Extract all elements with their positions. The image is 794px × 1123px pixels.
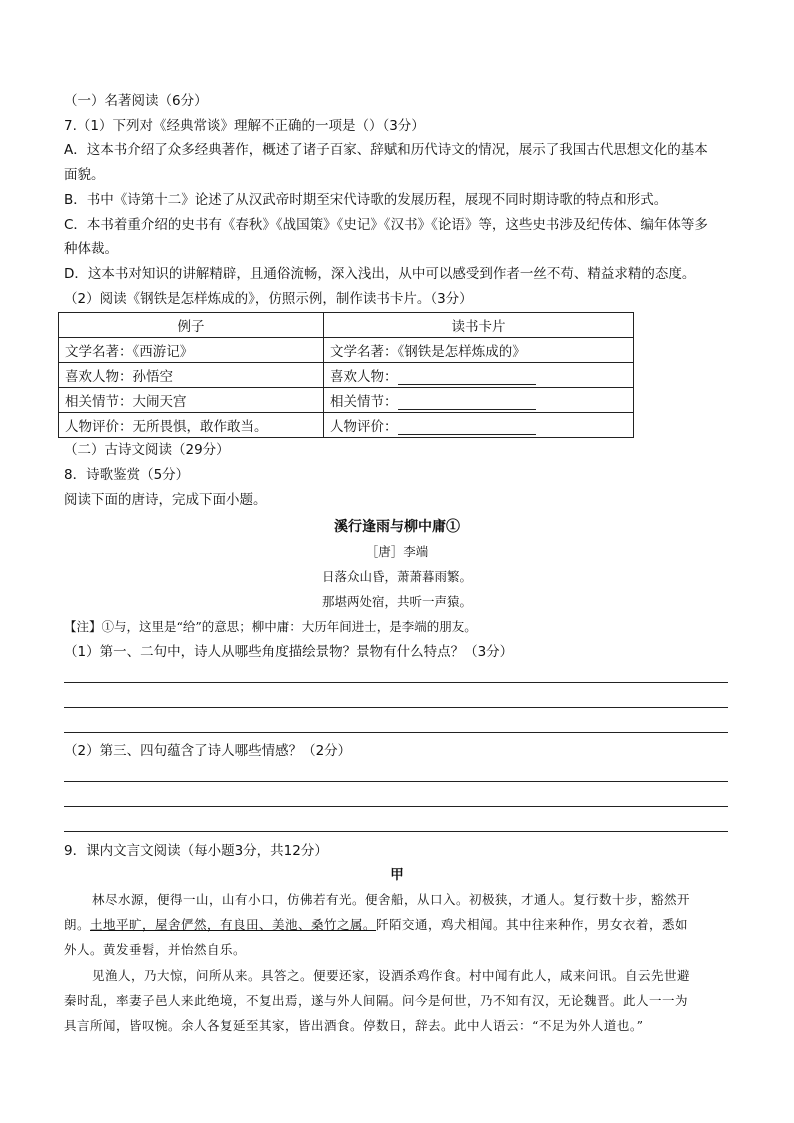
passage-label-jia: 甲 <box>390 867 404 883</box>
answer-line[interactable] <box>64 806 728 807</box>
poem-line-2: 那堪两处宿，共听一声猿。 <box>321 594 472 609</box>
card-book: 文学名著：《钢铁是怎样炼成的》 <box>324 338 634 363</box>
passage-p1-line3: 外人。黄发垂髫，并怡然自乐。 <box>64 942 247 957</box>
passage-p2-line3: 具言所闻，皆叹惋。余人各复延至其家，皆出酒食。停数日，辞去。此中人语云：“不足为外人道也。” <box>64 1018 644 1033</box>
q7-option-d: D．这本书对知识的讲解精辟，且通俗流畅，深入浅出，从中可以感受到作者一丝不苟、精益求精的态度。 <box>64 266 696 282</box>
passage-text: 阡陌交通，鸡犬相闻。其中往来种作，男女衣着，悉如 <box>376 917 689 932</box>
reading-card-table <box>58 312 634 438</box>
poem-note: 【注】①与，这里是“给”的意思；柳中庸：大历年间进士，是李端的朋友。 <box>64 619 477 634</box>
example-plot: 相关情节：大闹天宫 <box>59 388 324 413</box>
passage-p1-line2 <box>64 916 688 934</box>
answer-line[interactable] <box>64 831 728 832</box>
example-evaluation: 人物评价：无所畏惧，敢作敢当。 <box>59 413 324 438</box>
passage-p1-line1: 林尽水源，便得一山，山有小口，仿佛若有光。便舍船，从口入。初极狭，才通人。复行数十步，豁然开 <box>92 892 691 907</box>
underlined-sentence: 土地平旷，屋舍俨然，有良田、美池、桑竹之属。 <box>90 917 377 932</box>
q7-stem: 7.（1）下列对《经典常谈》理解不正确的一项是（）（3分） <box>64 118 425 134</box>
q9-title: 9．课内文言文阅读（每小题3分，共12分） <box>64 843 328 859</box>
poem-author: ［唐］李端 <box>365 544 429 559</box>
card-character-cell <box>324 363 634 388</box>
card-evaluation-blank[interactable] <box>398 420 536 435</box>
card-plot-blank[interactable] <box>398 395 536 410</box>
card-plot-cell <box>324 388 634 413</box>
card-character-label: 喜欢人物： <box>330 369 398 385</box>
q7-option-a: A．这本书介绍了众多经典著作，概述了诸子百家、辞赋和历代诗文的情况，展示了我国古代思想文化的基本 <box>64 142 708 158</box>
poem-line-1: 日落众山昏，萧萧暮雨繁。 <box>321 569 472 584</box>
passage-p2-line2: 秦时乱，率妻子邑人来此绝境，不复出焉，遂与外人间隔。问今是何世，乃不知有汉，无论魏晋。此人一一为 <box>64 993 689 1008</box>
answer-line[interactable] <box>64 707 728 708</box>
table-header-card: 读书卡片 <box>324 313 634 338</box>
answer-line[interactable] <box>64 682 728 683</box>
card-character-blank[interactable] <box>398 370 536 385</box>
q7-option-c: C．本书着重介绍的史书有《春秋》《战国策》《史记》《汉书》《论语》等，这些史书涉及纪传体、编年体等多 <box>64 217 708 233</box>
card-plot-label: 相关情节： <box>330 394 398 410</box>
section1-heading: （一）名著阅读（6分） <box>64 93 208 109</box>
passage-p2-line1: 见渔人，乃大惊，问所从来。具答之。便要还家，设酒杀鸡作食。村中闻有此人，咸来问讯。自云先世避 <box>92 968 691 983</box>
card-evaluation-cell <box>324 413 634 438</box>
answer-line[interactable] <box>64 781 728 782</box>
example-book: 文学名著：《西游记》 <box>59 338 324 363</box>
answer-line[interactable] <box>64 732 728 733</box>
q7-option-c-cont: 种体裁。 <box>64 241 118 257</box>
q7-option-a-cont: 面貌。 <box>64 167 105 183</box>
section2-heading: （二）古诗文阅读（29分） <box>64 442 230 458</box>
q8-sub2: （2）第三、四句蕴含了诗人哪些情感？（2分） <box>64 743 352 759</box>
q8-intro: 阅读下面的唐诗，完成下面小题。 <box>64 492 267 508</box>
q7-part2: （2）阅读《钢铁是怎样炼成的》，仿照示例，制作读书卡片。（3分） <box>64 291 473 307</box>
table-header-example: 例子 <box>59 313 324 338</box>
passage-text: 朗。 <box>64 917 91 932</box>
q8-title: 8．诗歌鉴赏（5分） <box>64 467 190 483</box>
example-character: 喜欢人物：孙悟空 <box>59 363 324 388</box>
poem-title: 溪行逢雨与柳中庸① <box>334 519 460 535</box>
q8-sub1: （1）第一、二句中，诗人从哪些角度描绘景物？景物有什么特点？（3分） <box>64 644 514 660</box>
q7-option-b: B．书中《诗第十二》论述了从汉武帝时期至宋代诗歌的发展历程，展现不同时期诗歌的特点和形式。 <box>64 192 668 208</box>
card-evaluation-label: 人物评价： <box>330 419 398 435</box>
